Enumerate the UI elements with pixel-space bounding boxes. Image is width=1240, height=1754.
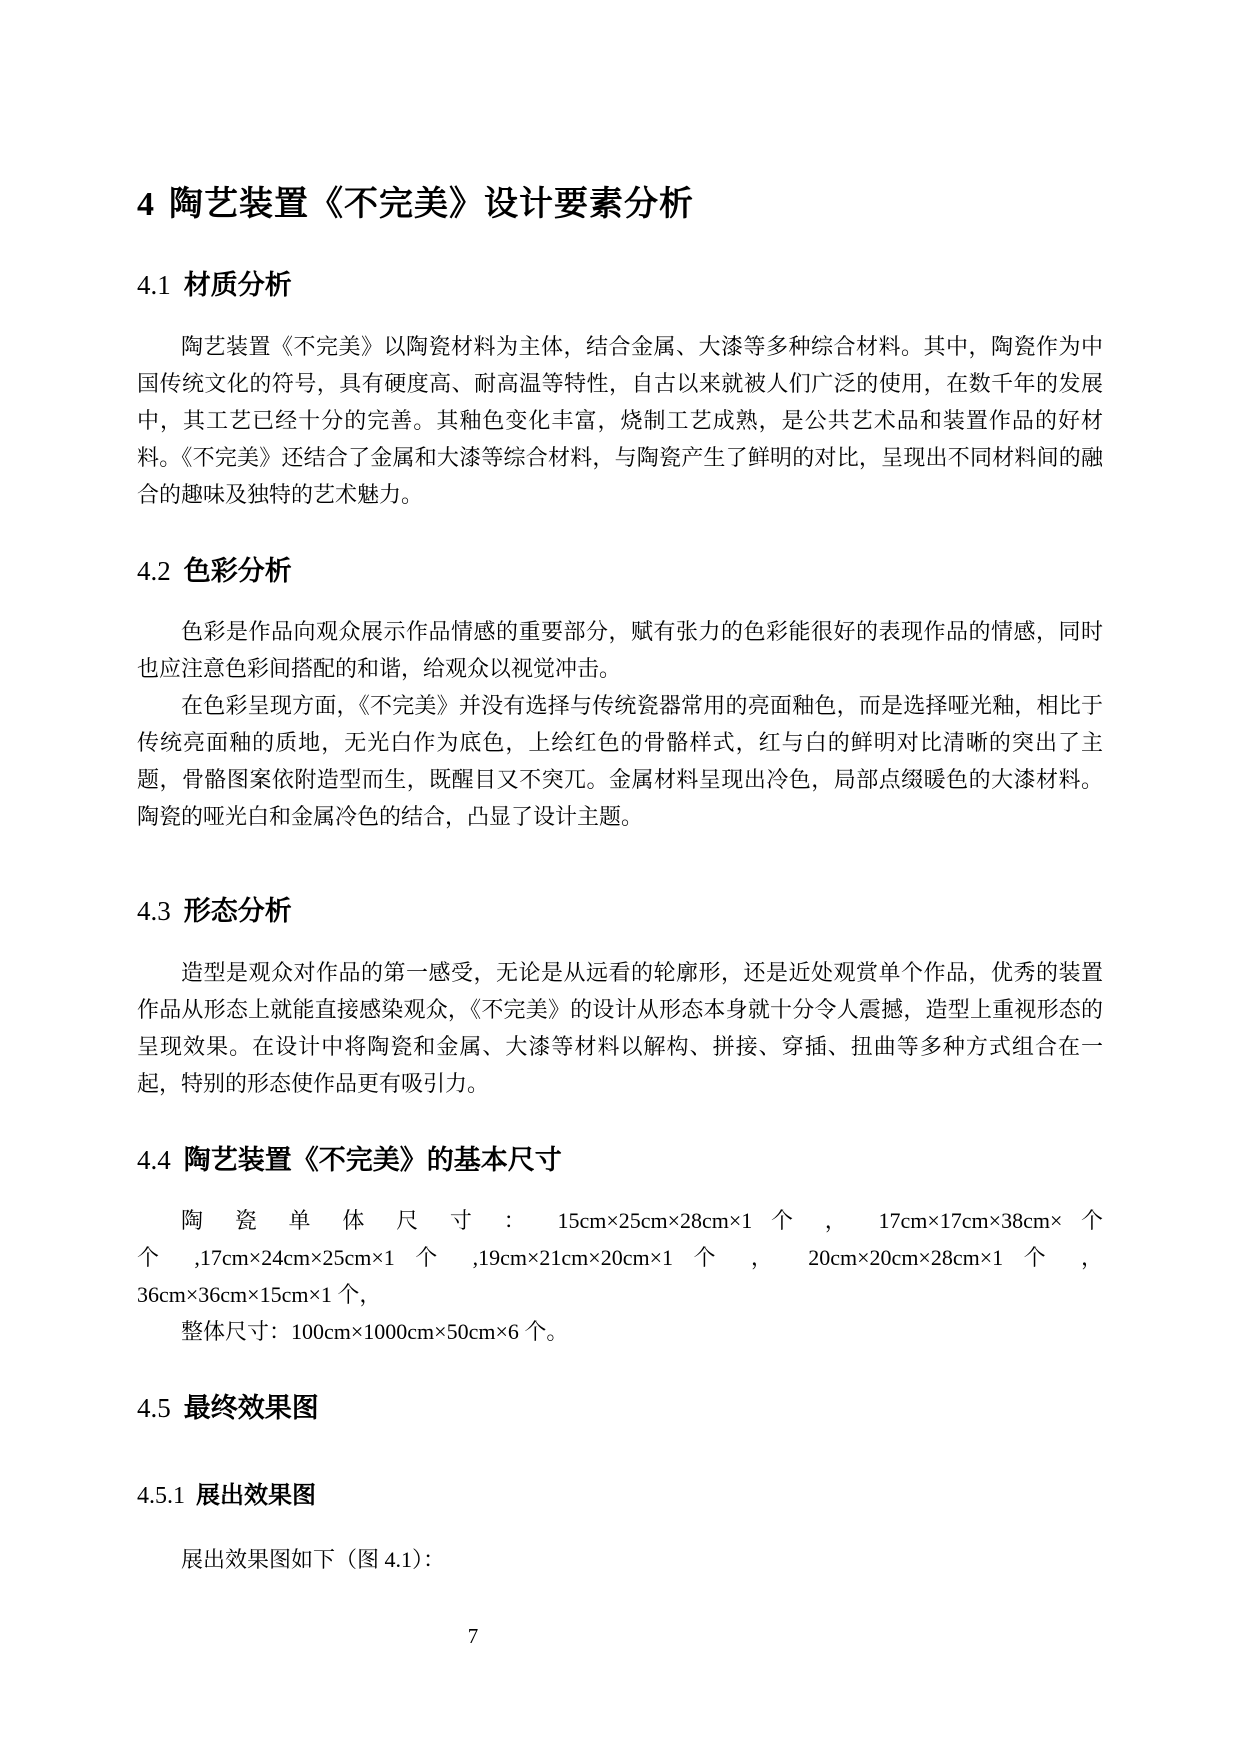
section-heading-4-5-1 — [137, 1480, 1103, 1512]
chapter-title-number: 4 — [137, 186, 155, 223]
section-4-3-label: 形态分析 — [183, 896, 292, 927]
paragraph-color-analysis-2: 在色彩呈现方面，《不完美》并没有选择与传统瓷器常用的亮面釉色，而是选择哑光釉，相比于传统亮面釉的质地，无光白作为底色，上绘红色的骨骼样式，红与白的鲜明对比清晰的突出了主题，骨骼图案依附造型而生，既醒目又不突兀。金属材料呈现出冷色，局部点缀暖色的大漆材料。陶瓷的哑光白和金属冷色的结合，凸显了设计主题。 — [137, 693, 1103, 830]
section-heading-4-3 — [137, 893, 1103, 929]
section-4-5-1-number: 4.5.1 — [137, 1483, 185, 1510]
paragraph-overall-size: 整体尺寸：100cm×1000cm×50cm×6 个。 — [181, 1318, 569, 1344]
section-4-3-number: 4.3 — [137, 896, 171, 927]
paragraph-unit-sizes-line-3: 36cm×36cm×15cm×1 个， — [137, 1281, 382, 1307]
section-4-5-label: 最终效果图 — [183, 1392, 319, 1423]
chapter-title — [137, 182, 1103, 227]
page-number: 7 — [467, 1624, 479, 1648]
chapter-title-text: 陶艺装置《不完美》设计要素分析 — [169, 185, 694, 223]
paragraph-material-analysis: 陶艺装置《不完美》以陶瓷材料为主体，结合金属、大漆等多种综合材料。其中，陶瓷作为中国传统文化的符号，具有硬度高、耐高温等特性，自古以来就被人们广泛的使用，在数千年的发展中，其工艺已经十分的完善。其釉色变化丰富，烧制工艺成熟，是公共艺术品和装置作品的好材料。《不完美》还结合了金属和大漆等综合材料，与陶瓷产生了鲜明的对比，呈现出不同材料间的融合的趣味及独特的艺术魅力。 — [137, 333, 1103, 507]
section-heading-4-2 — [137, 553, 1103, 589]
paragraph-form-analysis: 造型是观众对作品的第一感受，无论是从远看的轮廓形，还是近处观赏单个作品，优秀的装置作品从形态上就能直接感染观众，《不完美》的设计从形态本身就十分令人震撼，造型上重视形态的呈现效果。在设计中将陶瓷和金属、大漆等材料以解构、拼接、穿插、扭曲等多种方式组合在一起，特别的形态使作品更有吸引力。 — [137, 959, 1103, 1096]
section-4-2-label: 色彩分析 — [183, 555, 292, 586]
section-heading-4-1 — [137, 267, 1103, 303]
section-4-4-number: 4.4 — [137, 1144, 171, 1175]
section-4-2-number: 4.2 — [137, 555, 171, 586]
section-4-5-1-label: 展出效果图 — [196, 1482, 316, 1510]
section-4-5-number: 4.5 — [137, 1392, 171, 1423]
section-4-4-label: 陶艺装置《不完美》的基本尺寸 — [183, 1144, 562, 1175]
section-heading-4-4 — [137, 1142, 1103, 1178]
paragraph-unit-sizes-line-1: 陶 瓷 单 体 尺 寸 ： 15cm×25cm×28cm×1 个 ， 17cm×17cm×38cm× 个 — [181, 1207, 1103, 1233]
paragraph-exhibit-note: 展出效果图如下（图 4.1）： — [181, 1546, 446, 1572]
section-4-1-number: 4.1 — [137, 270, 171, 301]
paragraph-unit-sizes-line-2: 个 ,17cm×24cm×25cm×1 个 ,19cm×21cm×20cm×1 个 ， 20cm×20cm×28cm×1 个 ， — [137, 1244, 1103, 1270]
section-heading-4-5 — [137, 1390, 1103, 1426]
section-4-1-label: 材质分析 — [183, 270, 292, 301]
paragraph-color-analysis-1: 色彩是作品向观众展示作品情感的重要部分，赋有张力的色彩能很好的表现作品的情感，同时也应注意色彩间搭配的和谐，给观众以视觉冲击。 — [137, 619, 1103, 682]
